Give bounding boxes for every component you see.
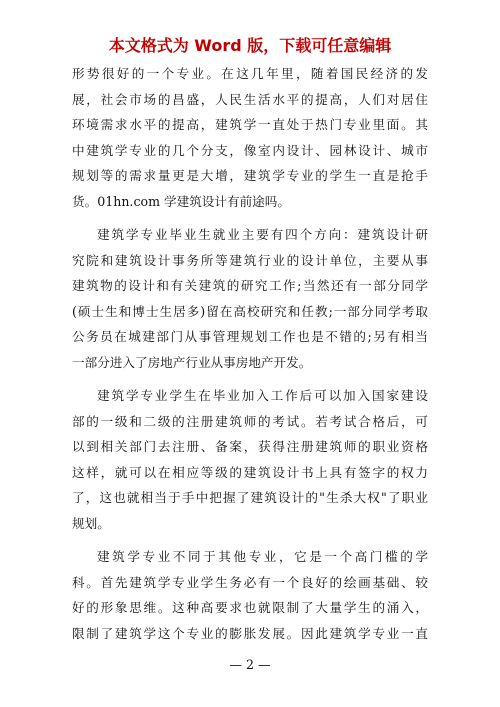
text-line: 了，这也就相当于手中把握了建筑设计的"生杀大权"了职业: [72, 490, 428, 505]
page-number: — 2 —: [229, 657, 271, 672]
text-line: 建筑学专业学生在毕业加入工作后可以加入国家建设: [97, 388, 428, 403]
text-line: 形势很好的一个专业。在这几年里，随着国民经济的发: [72, 66, 428, 81]
text-line: 一部分进入了房地产行业从事房地产开发。: [72, 354, 312, 370]
text-line: 中建筑学专业的几个分支，像室内设计、园林设计、城市: [72, 142, 428, 158]
text-line: 规划。: [72, 515, 110, 531]
text-line: 以到相关部门去注册、备案，获得注册建筑师的职业资格: [72, 439, 428, 454]
paragraph-gap: [72, 375, 428, 383]
paragraph-3: [72, 383, 428, 536]
text-line: 究院和建筑设计事务所等建筑行业的设计单位，主要从事: [72, 252, 428, 268]
text-line: 环境需求水平的提高，建筑学一直处于热门专业里面。其: [72, 117, 428, 132]
text-line: 这样，就可以在相应等级的建筑设计书上具有签字的权力: [72, 464, 428, 480]
paragraph-4: [72, 544, 428, 646]
text-line: 货。01hn.com 学建筑设计有前途吗。: [72, 193, 290, 209]
paragraph-1: [72, 61, 428, 214]
paragraph-gap: [72, 214, 428, 222]
text-line: (硕士生和博士生居多)留在高校研究和任教;一部分同学考取: [72, 303, 428, 319]
paragraph-2: [72, 222, 428, 375]
text-line: 建筑学专业毕业生就业主要有四个方向：建筑设计研: [97, 227, 428, 242]
text-line: 公务员在城建部门从事管理规划工作也是不错的;另有相当: [72, 329, 428, 344]
text-line: 展，社会市场的昌盛，人民生活水平的提高，人们对居住: [72, 91, 428, 107]
text-line: 限制了建筑学这个专业的膨胀发展。因此建筑学专业一直: [72, 625, 428, 641]
text-line: 科。首先建筑学专业学生务必有一个良好的绘画基础、较: [72, 574, 428, 590]
paragraph-gap: [72, 536, 428, 544]
text-line: 建筑物的设计和有关建筑的研究工作;当然还有一部分同学: [72, 278, 428, 293]
text-line: 建筑学专业不同于其他专业，它是一个高门槛的学: [97, 549, 428, 564]
text-line: 好的形象思维。这种高要求也就限制了大量学生的涌入，: [72, 600, 428, 615]
body-text: [72, 61, 428, 646]
text-line: 部的一级和二级的注册建筑师的考试。若考试合格后，可: [72, 413, 428, 429]
text-line: 规划等的需求量更是大增，建筑学专业的学生一直是抢手: [72, 168, 428, 183]
page-header-title: 本文格式为 Word 版，下载可任意编辑: [108, 36, 392, 55]
